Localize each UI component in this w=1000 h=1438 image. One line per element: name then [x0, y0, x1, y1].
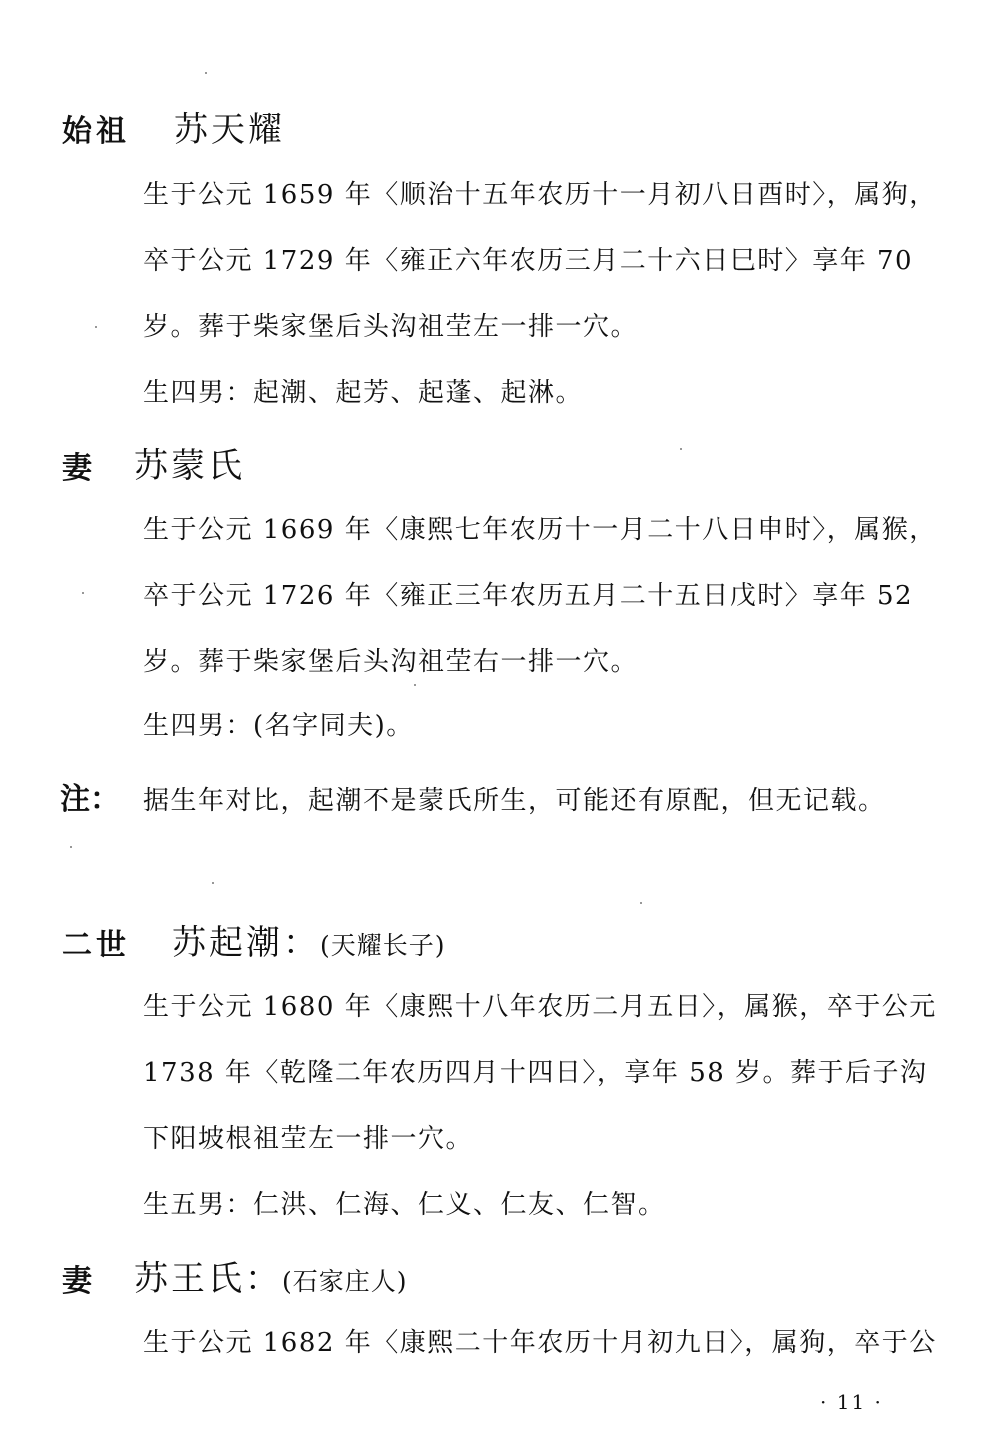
person-name-su-tianyao: 苏天耀: [174, 110, 285, 150]
text-line: 生四男：(名字同夫)。: [143, 711, 414, 741]
scan-speck: [205, 72, 207, 74]
text-line: 1738 年〈乾隆二年农历四月十四日〉，享年 58 岁。葬于后子沟: [143, 1058, 928, 1088]
scan-speck: [82, 592, 84, 594]
note-label: 注：: [60, 782, 120, 817]
section-label-wife: 妻: [62, 1264, 96, 1299]
text-line: 生于公元 1669 年〈康熙七年农历十一月二十八日申时〉，属猴，: [143, 515, 937, 545]
text-line: 生于公元 1680 年〈康熙十八年农历二月五日〉，属猴，卒于公元: [143, 992, 937, 1022]
text-line: 生五男：仁洪、仁海、仁义、仁友、仁智。: [143, 1190, 666, 1220]
text-line: 卒于公元 1729 年〈雍正六年农历三月二十六日巳时〉享年 70: [143, 246, 914, 276]
text-line: 岁。葬于柴家堡后头沟祖茔左一排一穴。: [143, 312, 639, 342]
scan-speck: [414, 684, 416, 686]
page-number: · 11 ·: [820, 1390, 883, 1414]
text-line: 岁。葬于柴家堡后头沟祖茔右一排一穴。: [143, 647, 639, 677]
section-label-first-ancestor: 始祖: [62, 114, 130, 149]
scan-speck: [95, 326, 97, 328]
section-label-second-generation: 二世: [62, 928, 130, 963]
person-origin-note: (石家庄人): [282, 1267, 408, 1296]
scan-speck: [640, 902, 642, 904]
person-name-su-wangshi: 苏王氏：: [134, 1259, 282, 1299]
person-heading: [134, 1251, 408, 1300]
section-label-wife: 妻: [62, 451, 96, 486]
text-line: 卒于公元 1726 年〈雍正三年农历五月二十五日戊时〉享年 52: [143, 581, 914, 611]
text-line: 生于公元 1659 年〈顺治十五年农历十一月初八日酉时〉，属狗，: [143, 180, 937, 210]
scan-speck: [212, 882, 214, 884]
person-heading: [172, 915, 446, 964]
text-line: 生于公元 1682 年〈康熙二十年农历十月初九日〉，属狗，卒于公: [143, 1328, 937, 1358]
scan-speck: [70, 846, 72, 848]
person-relation-note: (天耀长子): [320, 931, 446, 960]
text-line: 生四男：起潮、起芳、起蓬、起淋。: [143, 378, 584, 408]
scan-speck: [680, 448, 682, 450]
note-text: 据生年对比，起潮不是蒙氏所生，可能还有原配，但无记载。: [143, 786, 886, 816]
person-name-su-qichao: 苏起潮：: [172, 923, 320, 963]
person-name-su-mengshi: 苏蒙氏: [134, 446, 245, 486]
text-line: 下阳坡根祖茔左一排一穴。: [143, 1124, 474, 1154]
